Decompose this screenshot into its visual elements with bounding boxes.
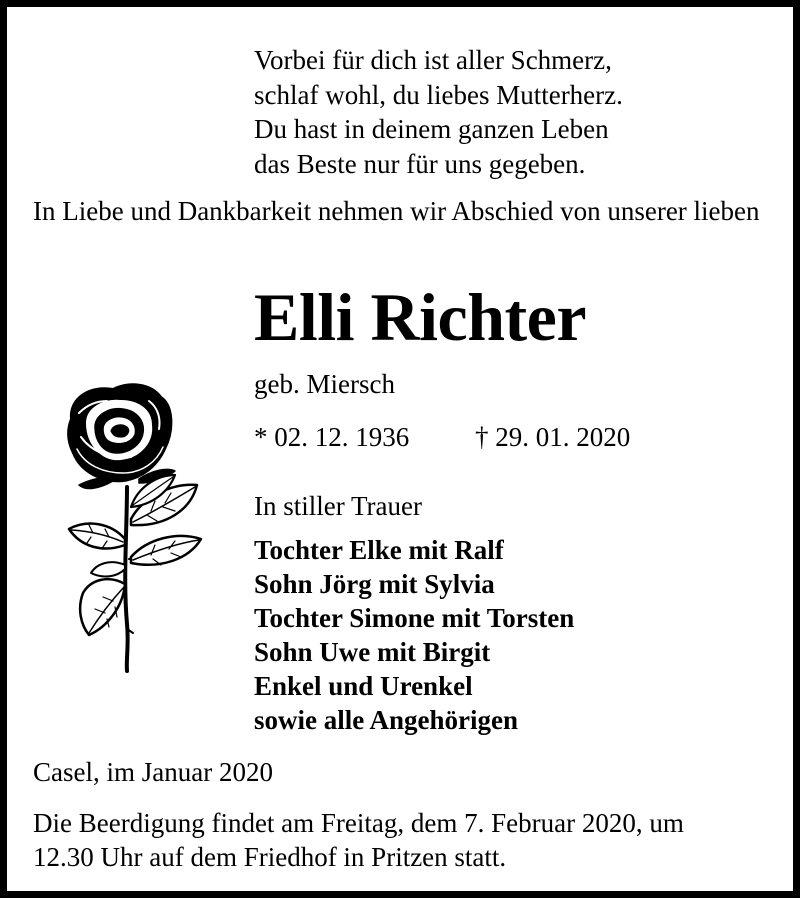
- poem-line: schlaf wohl, du liebes Mutterherz.: [254, 79, 623, 110]
- death-date: † 29. 01. 2020: [475, 422, 631, 452]
- family-member: Tochter Simone mit Torsten: [254, 603, 575, 633]
- family-member: Sohn Jörg mit Sylvia: [254, 569, 495, 599]
- deceased-name: Elli Richter: [254, 279, 587, 355]
- birth-date: * 02. 12. 1936: [254, 422, 410, 452]
- maiden-name: geb. Miersch: [254, 369, 395, 399]
- funeral-line: 12.30 Uhr auf dem Friedhof in Pritzen statt.: [33, 842, 507, 872]
- family-member: sowie alle Angehörigen: [254, 705, 518, 735]
- family-member: Sohn Uwe mit Birgit: [254, 637, 491, 667]
- poem-line: Vorbei für dich ist aller Schmerz,: [254, 45, 612, 75]
- place-date: Casel, im Januar 2020: [33, 757, 273, 787]
- family-member: Enkel und Urenkel: [254, 671, 473, 701]
- family-list: [254, 533, 574, 737]
- funeral-line: Die Beerdigung findet am Freitag, dem 7. Februar 2020, um: [33, 808, 684, 838]
- funeral-info: [33, 806, 684, 874]
- poem-line: das Beste nur für uns gegeben.: [254, 148, 586, 179]
- family-member: Tochter Elke mit Ralf: [254, 535, 504, 565]
- mourning-heading: In stiller Trauer: [254, 491, 422, 521]
- rose-icon: [51, 379, 211, 674]
- poem: [254, 43, 623, 181]
- poem-line: Du hast in deinem ganzen Leben: [254, 114, 609, 144]
- intro-text: In Liebe und Dankbarkeit nehmen wir Abschied von unserer lieben: [33, 196, 760, 226]
